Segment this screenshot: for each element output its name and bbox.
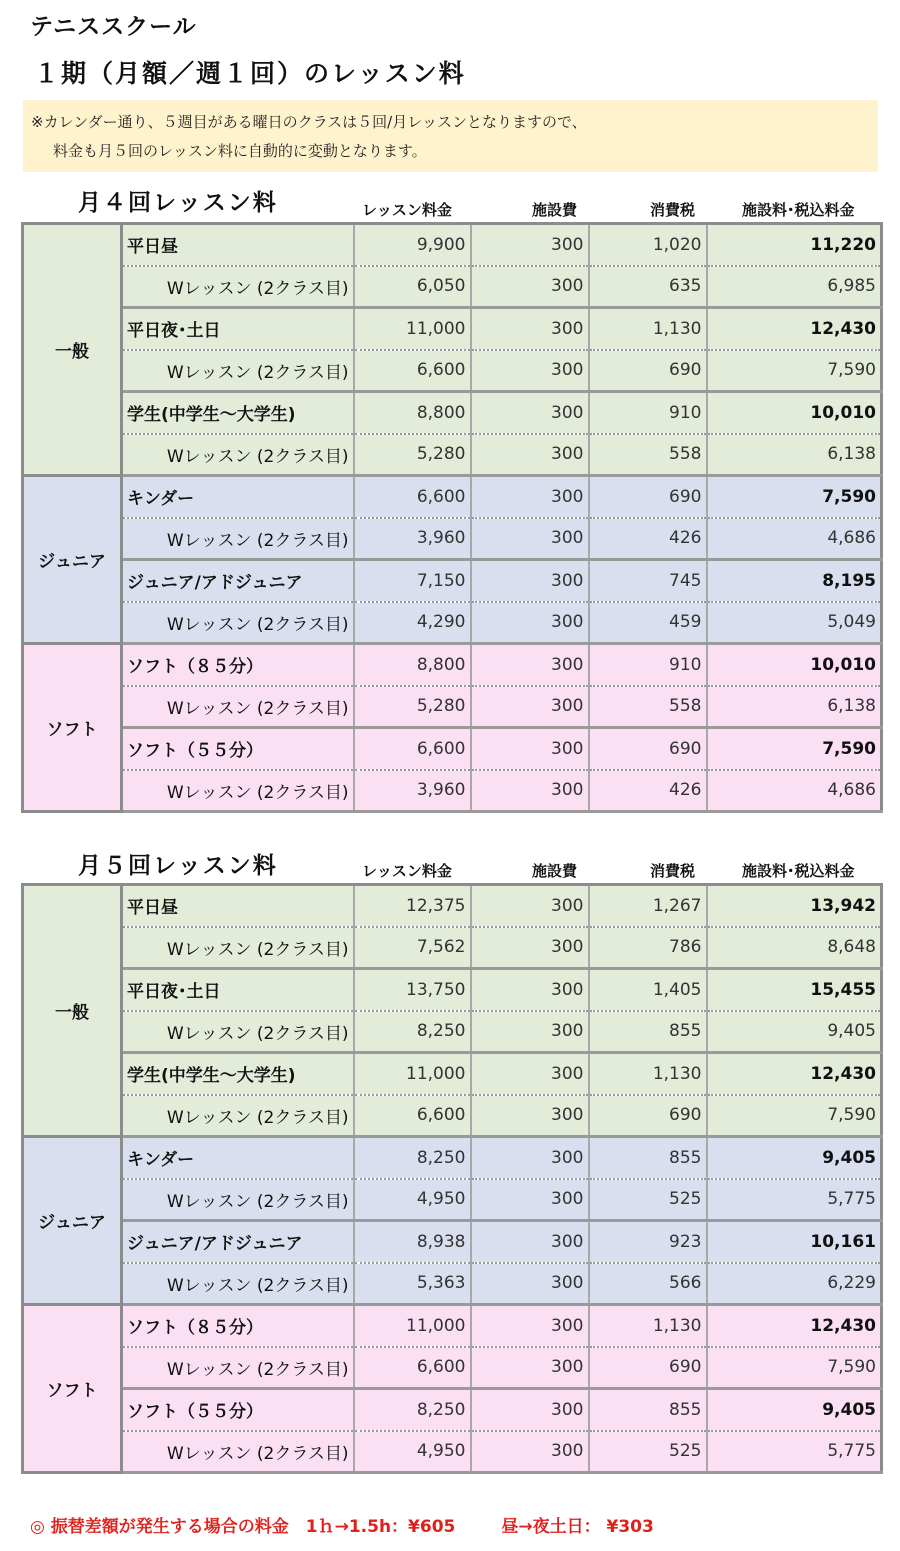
w-lesson-label: Wレッスン (2クラス目) <box>122 927 354 969</box>
page-subtitle: １期（月額／週１回）のレッスン料 <box>34 59 466 88</box>
w-lesson-row <box>23 350 882 392</box>
total-value: 9,405 <box>707 1389 882 1431</box>
w-lesson-row <box>23 1347 882 1389</box>
facility-fee-value: 300 <box>471 885 589 927</box>
tax-value: 1,405 <box>589 969 707 1011</box>
lesson-fee-value: 8,250 <box>354 1389 471 1431</box>
w-lesson-fee-value: 4,290 <box>354 602 471 644</box>
w-total-value: 9,405 <box>707 1011 882 1053</box>
column-header-facility-fee: 施設費 <box>532 201 578 219</box>
w-facility-fee-value: 300 <box>471 518 589 560</box>
w-total-value: 4,686 <box>707 770 882 812</box>
lesson-fee-value: 12,375 <box>354 885 471 927</box>
lesson-fee-value: 6,600 <box>354 476 471 518</box>
tax-value: 1,130 <box>589 1053 707 1095</box>
w-lesson-label: Wレッスン (2クラス目) <box>122 350 354 392</box>
tax-value: 910 <box>589 644 707 686</box>
w-total-value: 4,686 <box>707 518 882 560</box>
class-name: ジュニア/アドジュニア <box>122 560 354 602</box>
w-facility-fee-value: 300 <box>471 434 589 476</box>
class-name: ソフト（８５分） <box>122 644 354 686</box>
footer-note <box>30 1512 654 1537</box>
total-value: 12,430 <box>707 308 882 350</box>
section-title-5-lessons: 月５回レッスン料 <box>78 853 278 879</box>
tax-value: 1,130 <box>589 308 707 350</box>
column-header-total: 施設料･税込料金 <box>742 201 855 219</box>
class-name: 平日昼 <box>122 224 354 266</box>
w-facility-fee-value: 300 <box>471 266 589 308</box>
facility-fee-value: 300 <box>471 476 589 518</box>
total-value: 7,590 <box>707 728 882 770</box>
w-lesson-label: Wレッスン (2クラス目) <box>122 518 354 560</box>
column-header-tax: 消費税 <box>650 862 696 880</box>
total-value: 11,220 <box>707 224 882 266</box>
tax-value: 690 <box>589 476 707 518</box>
w-lesson-fee-value: 6,600 <box>354 350 471 392</box>
notice-box <box>23 100 878 172</box>
class-name: 平日夜･土日 <box>122 308 354 350</box>
w-total-value: 6,138 <box>707 686 882 728</box>
w-lesson-fee-value: 3,960 <box>354 518 471 560</box>
w-total-value: 6,229 <box>707 1263 882 1305</box>
lesson-fee-value: 8,250 <box>354 1137 471 1179</box>
w-facility-fee-value: 300 <box>471 927 589 969</box>
lesson-fee-value: 11,000 <box>354 1305 471 1347</box>
w-facility-fee-value: 300 <box>471 1263 589 1305</box>
lesson-fee-value: 11,000 <box>354 308 471 350</box>
w-tax-value: 525 <box>589 1431 707 1473</box>
w-tax-value: 690 <box>589 1347 707 1389</box>
w-lesson-row <box>23 1431 882 1473</box>
w-total-value: 7,590 <box>707 350 882 392</box>
w-lesson-row <box>23 602 882 644</box>
category-cell: ソフト <box>23 644 122 812</box>
price-table-5-lessons <box>21 883 883 1474</box>
price-row <box>23 644 882 686</box>
total-value: 12,430 <box>707 1305 882 1347</box>
w-lesson-row <box>23 1179 882 1221</box>
class-name: ソフト（８５分） <box>122 1305 354 1347</box>
w-lesson-label: Wレッスン (2クラス目) <box>122 770 354 812</box>
total-value: 7,590 <box>707 476 882 518</box>
w-lesson-fee-value: 5,280 <box>354 686 471 728</box>
column-header-facility-fee: 施設費 <box>532 862 578 880</box>
w-facility-fee-value: 300 <box>471 350 589 392</box>
price-row <box>23 224 882 266</box>
w-lesson-row <box>23 1011 882 1053</box>
class-name: ソフト（５５分） <box>122 1389 354 1431</box>
tax-value: 745 <box>589 560 707 602</box>
class-name: ソフト（５５分） <box>122 728 354 770</box>
w-lesson-label: Wレッスン (2クラス目) <box>122 434 354 476</box>
price-row <box>23 1137 882 1179</box>
w-tax-value: 635 <box>589 266 707 308</box>
section-title-4-lessons: 月４回レッスン料 <box>78 190 278 216</box>
facility-fee-value: 300 <box>471 224 589 266</box>
w-total-value: 7,590 <box>707 1095 882 1137</box>
w-lesson-label: Wレッスン (2クラス目) <box>122 686 354 728</box>
tax-value: 690 <box>589 728 707 770</box>
w-lesson-label: Wレッスン (2クラス目) <box>122 602 354 644</box>
w-facility-fee-value: 300 <box>471 1011 589 1053</box>
category-cell: 一般 <box>23 224 122 476</box>
lesson-fee-value: 8,800 <box>354 644 471 686</box>
tax-value: 1,267 <box>589 885 707 927</box>
tax-value: 1,020 <box>589 224 707 266</box>
w-lesson-label: Wレッスン (2クラス目) <box>122 1263 354 1305</box>
w-tax-value: 690 <box>589 1095 707 1137</box>
total-value: 15,455 <box>707 969 882 1011</box>
w-lesson-fee-value: 4,950 <box>354 1431 471 1473</box>
w-facility-fee-value: 300 <box>471 770 589 812</box>
facility-fee-value: 300 <box>471 1053 589 1095</box>
w-facility-fee-value: 300 <box>471 1179 589 1221</box>
w-lesson-fee-value: 6,050 <box>354 266 471 308</box>
w-facility-fee-value: 300 <box>471 1431 589 1473</box>
w-facility-fee-value: 300 <box>471 602 589 644</box>
category-cell: 一般 <box>23 885 122 1137</box>
w-total-value: 6,138 <box>707 434 882 476</box>
facility-fee-value: 300 <box>471 728 589 770</box>
w-lesson-label: Wレッスン (2クラス目) <box>122 266 354 308</box>
tax-value: 855 <box>589 1137 707 1179</box>
notice-line-2: 料金も月５回のレッスン料に自動的に変動となります。 <box>53 142 427 160</box>
class-name: キンダー <box>122 1137 354 1179</box>
tax-value: 923 <box>589 1221 707 1263</box>
lesson-fee-value: 8,938 <box>354 1221 471 1263</box>
w-lesson-label: Wレッスン (2クラス目) <box>122 1095 354 1137</box>
lesson-fee-value: 7,150 <box>354 560 471 602</box>
category-cell: ジュニア <box>23 1137 122 1305</box>
tax-value: 1,130 <box>589 1305 707 1347</box>
footer-note-transfer: ◎ 振替差額が発生する場合の料金 1ｈ→1.5h：¥605 <box>30 1517 456 1537</box>
total-value: 12,430 <box>707 1053 882 1095</box>
w-tax-value: 558 <box>589 686 707 728</box>
class-name: 平日昼 <box>122 885 354 927</box>
lesson-fee-value: 9,900 <box>354 224 471 266</box>
price-row <box>23 560 882 602</box>
page-title: テニススクール <box>30 14 197 40</box>
w-tax-value: 566 <box>589 1263 707 1305</box>
class-name: 学生(中学生～大学生) <box>122 392 354 434</box>
facility-fee-value: 300 <box>471 1137 589 1179</box>
w-tax-value: 426 <box>589 770 707 812</box>
w-lesson-fee-value: 4,950 <box>354 1179 471 1221</box>
w-tax-value: 558 <box>589 434 707 476</box>
w-total-value: 8,648 <box>707 927 882 969</box>
facility-fee-value: 300 <box>471 392 589 434</box>
w-lesson-row <box>23 266 882 308</box>
w-lesson-fee-value: 6,600 <box>354 1347 471 1389</box>
w-total-value: 5,775 <box>707 1179 882 1221</box>
price-row <box>23 728 882 770</box>
total-value: 10,010 <box>707 392 882 434</box>
w-lesson-fee-value: 7,562 <box>354 927 471 969</box>
tax-value: 855 <box>589 1389 707 1431</box>
total-value: 10,161 <box>707 1221 882 1263</box>
category-cell: ソフト <box>23 1305 122 1473</box>
w-tax-value: 426 <box>589 518 707 560</box>
w-lesson-row <box>23 770 882 812</box>
notice-line-1: ※カレンダー通り、５週目がある曜日のクラスは５回/月レッスンとなりますので、 <box>31 113 587 131</box>
w-lesson-row <box>23 1095 882 1137</box>
w-lesson-fee-value: 5,363 <box>354 1263 471 1305</box>
facility-fee-value: 300 <box>471 969 589 1011</box>
w-tax-value: 525 <box>589 1179 707 1221</box>
w-tax-value: 459 <box>589 602 707 644</box>
w-lesson-row <box>23 686 882 728</box>
category-cell: ジュニア <box>23 476 122 644</box>
w-lesson-fee-value: 3,960 <box>354 770 471 812</box>
w-lesson-label: Wレッスン (2クラス目) <box>122 1011 354 1053</box>
price-row <box>23 476 882 518</box>
lesson-fee-value: 11,000 <box>354 1053 471 1095</box>
w-lesson-row <box>23 434 882 476</box>
column-header-total: 施設料･税込料金 <box>742 862 855 880</box>
column-header-lesson-fee: レッスン料金 <box>362 862 452 880</box>
facility-fee-value: 300 <box>471 308 589 350</box>
price-row <box>23 308 882 350</box>
facility-fee-value: 300 <box>471 1221 589 1263</box>
w-lesson-row <box>23 927 882 969</box>
price-row <box>23 885 882 927</box>
w-lesson-fee-value: 8,250 <box>354 1011 471 1053</box>
facility-fee-value: 300 <box>471 560 589 602</box>
class-name: 学生(中学生～大学生) <box>122 1053 354 1095</box>
class-name: ジュニア/アドジュニア <box>122 1221 354 1263</box>
w-lesson-row <box>23 1263 882 1305</box>
lesson-fee-value: 6,600 <box>354 728 471 770</box>
total-value: 9,405 <box>707 1137 882 1179</box>
w-tax-value: 690 <box>589 350 707 392</box>
total-value: 13,942 <box>707 885 882 927</box>
price-row <box>23 1053 882 1095</box>
class-name: キンダー <box>122 476 354 518</box>
w-total-value: 5,049 <box>707 602 882 644</box>
lesson-fee-value: 13,750 <box>354 969 471 1011</box>
w-total-value: 6,985 <box>707 266 882 308</box>
w-lesson-label: Wレッスン (2クラス目) <box>122 1347 354 1389</box>
w-lesson-row <box>23 518 882 560</box>
column-header-tax: 消費税 <box>650 201 696 219</box>
facility-fee-value: 300 <box>471 1389 589 1431</box>
w-facility-fee-value: 300 <box>471 1095 589 1137</box>
facility-fee-value: 300 <box>471 1305 589 1347</box>
w-facility-fee-value: 300 <box>471 686 589 728</box>
w-facility-fee-value: 300 <box>471 1347 589 1389</box>
w-lesson-label: Wレッスン (2クラス目) <box>122 1431 354 1473</box>
price-row <box>23 392 882 434</box>
w-lesson-label: Wレッスン (2クラス目) <box>122 1179 354 1221</box>
w-lesson-fee-value: 6,600 <box>354 1095 471 1137</box>
tax-value: 910 <box>589 392 707 434</box>
lesson-fee-value: 8,800 <box>354 392 471 434</box>
total-value: 8,195 <box>707 560 882 602</box>
price-row <box>23 1221 882 1263</box>
price-row <box>23 1305 882 1347</box>
price-table-4-lessons <box>21 222 883 813</box>
footer-note-day-night: 昼→夜土日： ¥303 <box>501 1517 654 1537</box>
w-total-value: 7,590 <box>707 1347 882 1389</box>
class-name: 平日夜･土日 <box>122 969 354 1011</box>
w-total-value: 5,775 <box>707 1431 882 1473</box>
column-header-lesson-fee: レッスン料金 <box>362 201 452 219</box>
w-lesson-fee-value: 5,280 <box>354 434 471 476</box>
w-tax-value: 855 <box>589 1011 707 1053</box>
total-value: 10,010 <box>707 644 882 686</box>
price-row <box>23 969 882 1011</box>
price-row <box>23 1389 882 1431</box>
facility-fee-value: 300 <box>471 644 589 686</box>
w-tax-value: 786 <box>589 927 707 969</box>
